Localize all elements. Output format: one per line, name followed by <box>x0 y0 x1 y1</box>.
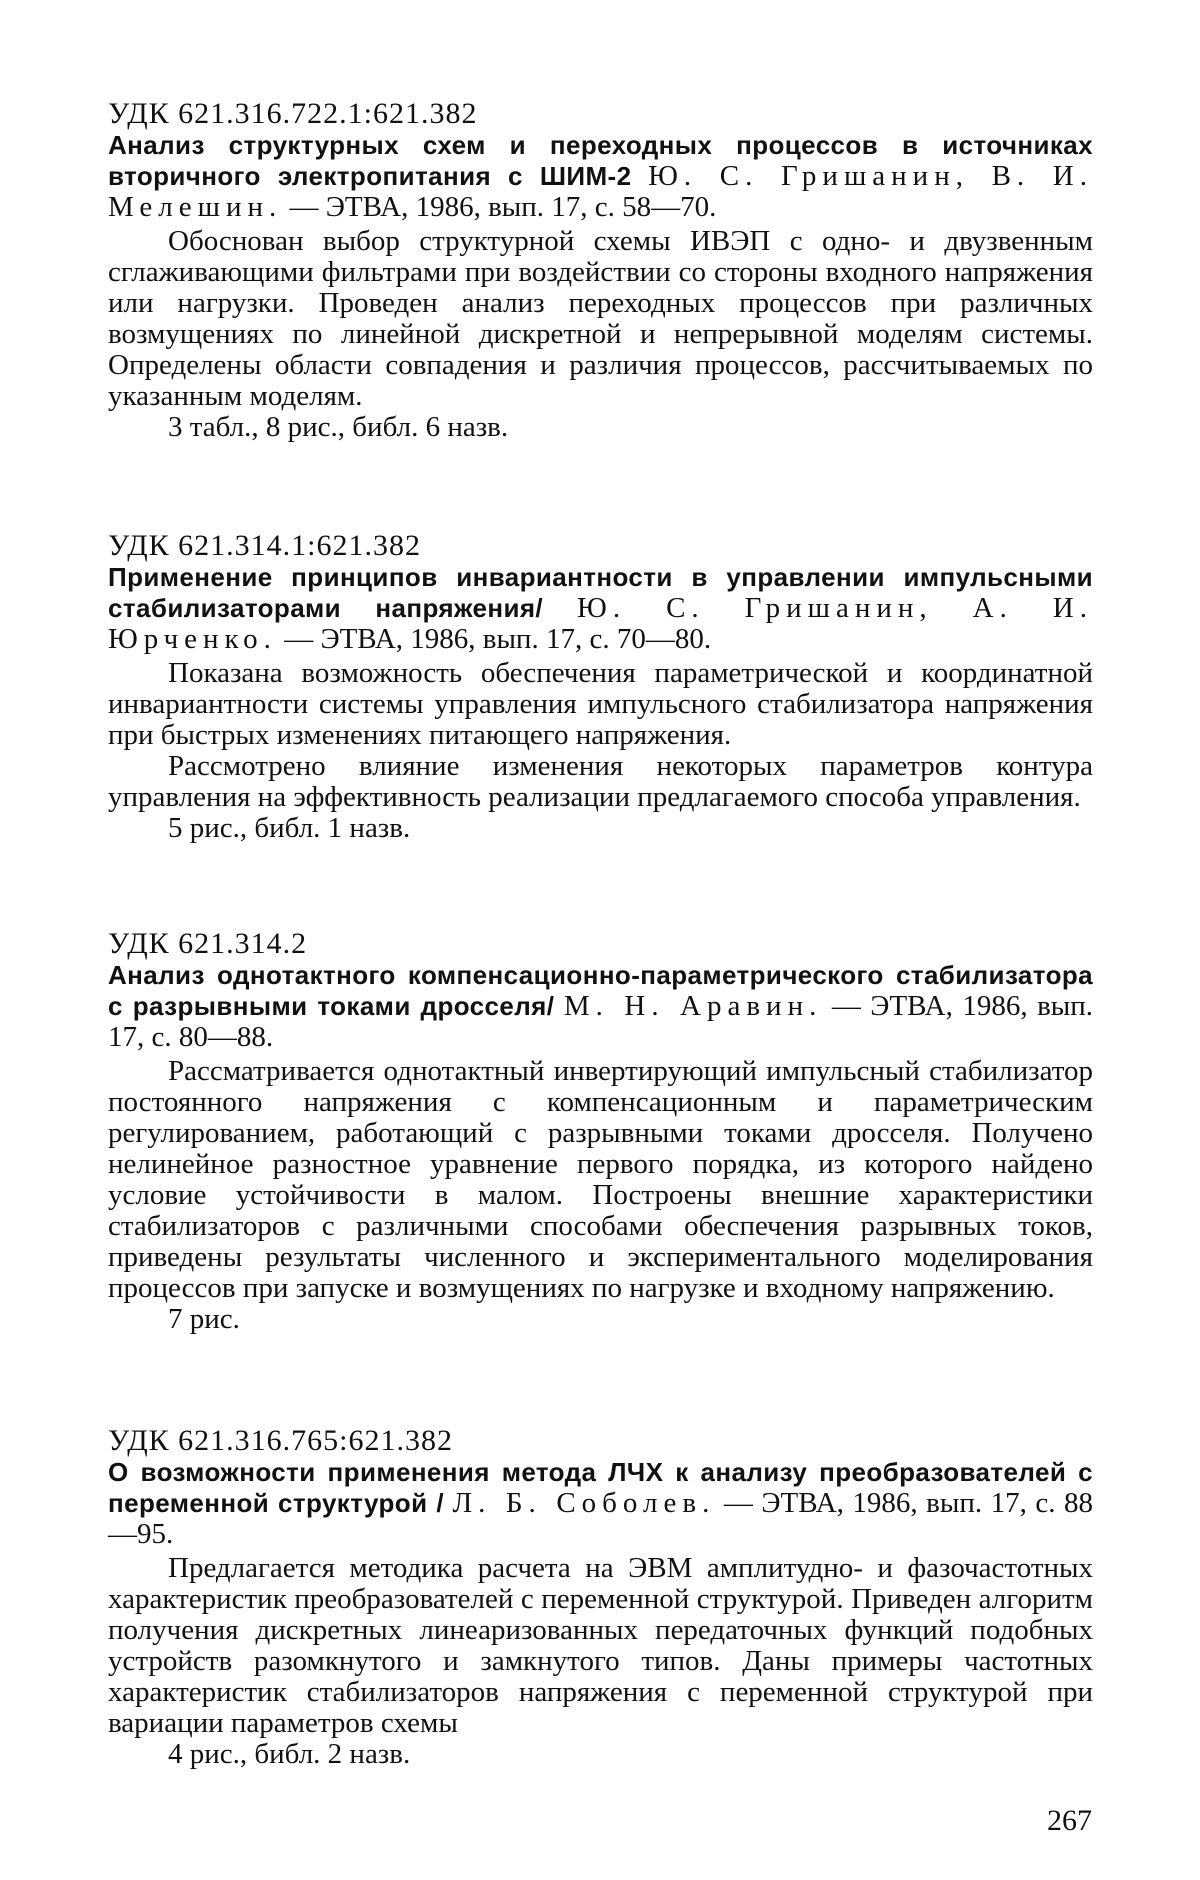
udc-code: УДК 621.314.1:621.382 <box>108 529 422 562</box>
reference-count: 7 рис. <box>168 1303 240 1335</box>
entry-heading <box>108 960 1093 1053</box>
abstract-paragraph: Предлагается методика расчета на ЭВМ амплитудно- и фазочастотных характеристик преобразователей с переменной структурой. Приведен алгоритм получения дискретных линеаризованных передаточных функций подобных устройств разомкнутого и замкнутого типов. Даны примеры частотных характеристик стабилизаторов напряжения с переменной структурой при вариации параметров схемы <box>108 1552 1093 1739</box>
abstract-entry <box>108 928 1093 1335</box>
article-title: Анализ однотактного компенсационно-параметрического стабилизатора с разрывными токами дросселя/ <box>108 960 1093 1021</box>
abstract-paragraph: Рассматривается однотактный инвертирующий импульсный стабилизатор постоянного напряжения с компенсационным и параметрическим регулированием, работающий с разрывными токами дросселя. Получено нелинейное разностное уравнение первого порядка, из которого найдено условие устойчивости в малом. Построены внешние характеристики стабилизаторов с различными способами обеспечения разрывных токов, приведены результаты численного и экспериментального моделирования процессов при запуске и возмущениях по нагрузке и входному напряжению. <box>108 1055 1093 1304</box>
abstract-entry <box>108 1425 1093 1770</box>
article-source: — ЭТВА, 1986, вып. 17, с. 80—88. <box>108 990 1094 1053</box>
abstract-paragraph: Рассмотрено влияние изменения некоторых параметров контура управления на эффективность реализации предлагаемого способа управления. <box>108 750 1093 813</box>
article-source: — ЭТВА, 1986, вып. 17, с. 88—95. <box>108 1487 1094 1550</box>
udc-code: УДК 621.314.2 <box>108 927 308 960</box>
entry-heading <box>108 1457 1093 1550</box>
article-authors: М. Н. Аравин. <box>563 990 823 1022</box>
abstract-entry <box>108 98 1093 443</box>
page-number: 267 <box>1047 1804 1092 1837</box>
entry-heading <box>108 562 1093 655</box>
abstract-paragraph: Обоснован выбор структурной схемы ИВЭП с одно- и двузвенным сглаживающими фильтрами при воздействии со стороны входного напряжения или нагрузки. Проведен анализ переходных процессов при различных возмущениях по линейной дискретной и непрерывной моделям системы. Определены области совпадения и различия процессов, рассчитываемых по указанным моделям. <box>108 225 1093 412</box>
entry-heading <box>108 130 1093 223</box>
reference-count: 3 табл., 8 рис., библ. 6 назв. <box>168 411 509 443</box>
reference-count: 4 рис., библ. 2 назв. <box>168 1738 411 1770</box>
udc-code: УДК 621.316.765:621.382 <box>108 1424 454 1457</box>
article-title: О возможности применения метода ЛЧХ к анализу преобразователей с переменной структурой / <box>108 1457 1093 1518</box>
abstract-paragraph: Показана возможность обеспечения параметрической и координатной инвариантности системы управления импульсного стабилизатора напряжения при быстрых изменениях питающего напряжения. <box>108 657 1093 751</box>
article-title: Применение принципов инвариантности в управлении импульсными стабилизаторами напряжения/ <box>108 562 1093 623</box>
article-authors: Ю. С. Гришанин, А. И. Юрченко. <box>108 592 1093 655</box>
abstract-entry <box>108 530 1093 844</box>
article-source: — ЭТВА, 1986, вып. 17, с. 58—70. <box>289 191 717 223</box>
reference-count: 5 рис., библ. 1 назв. <box>168 812 411 844</box>
article-source: — ЭТВА, 1986, вып. 17, с. 70—80. <box>284 623 712 655</box>
article-title: Анализ структурных схем и переходных процессов в источниках вторичного электропитания с ШИМ-2 <box>108 130 1093 191</box>
article-authors: Ю. С. Гришанин, В. И. Мелешин. <box>108 160 1093 223</box>
article-authors: Л. Б. Соболев. <box>452 1487 716 1519</box>
udc-code: УДК 621.316.722.1:621.382 <box>108 97 478 130</box>
